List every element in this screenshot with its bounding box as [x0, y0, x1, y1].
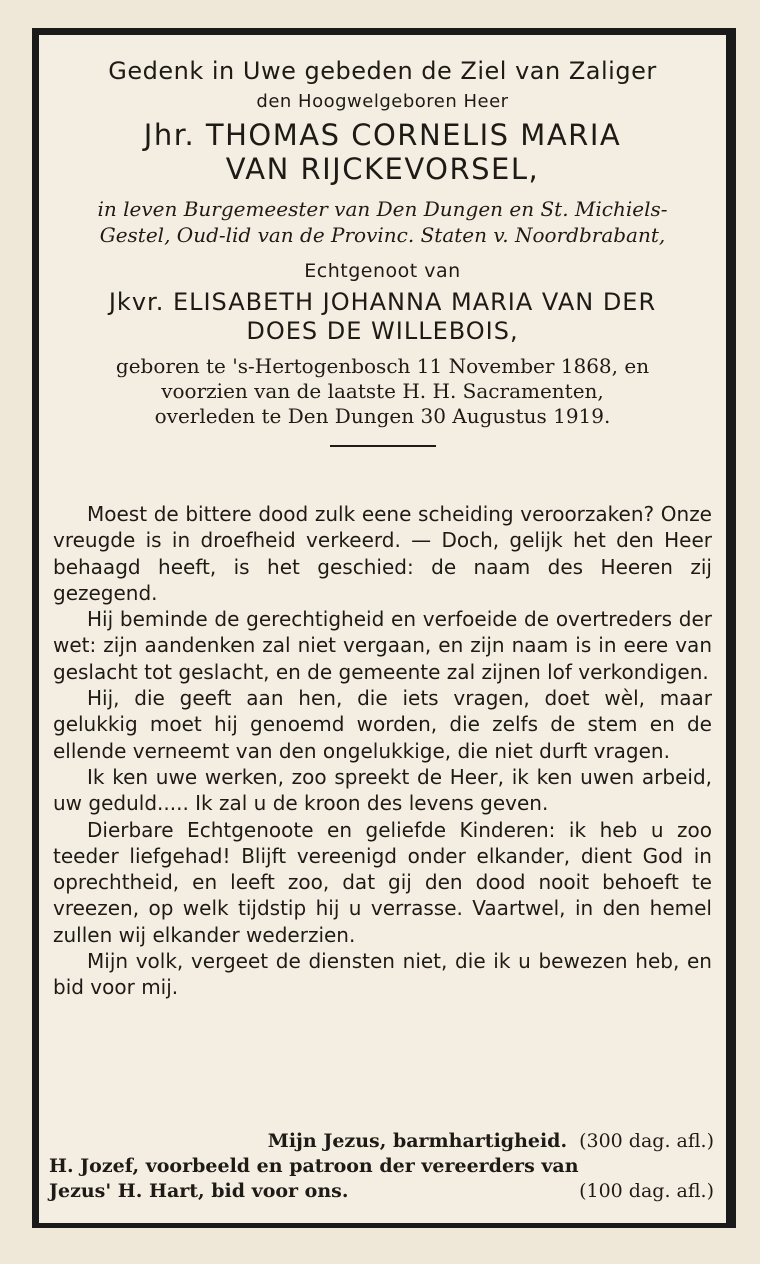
role-line-2: Gestel, Oud-lid van de Provinc. Staten v. Noordbrabant, — [99, 223, 666, 247]
spouse-name — [39, 288, 726, 346]
remembrance-line: Gedenk in Uwe gebeden de Ziel van Zaliger — [108, 57, 657, 85]
memorial-text — [53, 501, 712, 1001]
memorial-card — [32, 28, 736, 1228]
prayer-2-row-2 — [49, 1179, 714, 1204]
prayer-2-text-line-2: Jezus' H. Hart, bid voor ons. — [49, 1180, 349, 1202]
paragraph-1: Moest de bittere dood zulk eene scheiding veroorzaken? Onze vreugde is in droefheid verkeerd. — Doch, gelijk het den Heer behaagd heeft, is het geschied: de naam des Heeren zij gezegend. — [53, 502, 712, 605]
deceased-name-line-2: VAN RIJCKEVORSEL, — [225, 152, 540, 186]
prayer-2-indulgence: (100 dag. afl.) — [579, 1180, 714, 1202]
spouse-name-line-1: Jkvr. ELISABETH JOHANNA MARIA VAN DER — [108, 288, 657, 316]
card-header — [39, 57, 726, 447]
deceased-name — [39, 118, 726, 186]
prayer-1-indulgence: (300 dag. afl.) — [579, 1130, 714, 1152]
sacraments-line: voorzien van de laatste H. H. Sacramenten, — [161, 379, 604, 403]
spouse-name-line-2: DOES DE WILLEBOIS, — [246, 317, 519, 345]
prayer-1 — [49, 1129, 714, 1154]
deceased-role — [49, 196, 716, 248]
paragraph-2: Hij beminde de gerechtigheid en verfoeide de overtreders der wet: zijn aandenken zal niet vergaan, en zijn naam is in eere van geslacht tot geslacht, en de gemeente zal zijnen lof verkondigen. — [53, 607, 712, 684]
divider-rule — [330, 445, 436, 447]
life-dates — [39, 354, 726, 429]
died-line: overleden te Den Dungen 30 Augustus 1919. — [154, 404, 611, 428]
paragraph-6: Mijn volk, vergeet de diensten niet, die ik u bewezen heb, en bid voor mij. — [53, 949, 712, 1000]
role-line-1: in leven Burgemeester van Den Dungen en St. Michiels- — [97, 197, 668, 221]
paragraph-4: Ik ken uwe werken, zoo spreekt de Heer, ik ken uwen arbeid, uw geduld..... Ik zal u de kroon des levens geven. — [53, 764, 712, 816]
paragraph-3: Hij, die geeft aan hen, die iets vragen, doet wèl, maar gelukkig moet hij genoemd worden, die zelfs de stem en de ellende verneemt van den ongelukkige, die niet durft vragen. — [53, 686, 712, 763]
born-line: geboren te 's-Hertogenbosch 11 November 1868, en — [115, 354, 650, 378]
prayer-2-text-line-1: H. Jozef, voorbeeld en patroon der vereerders van — [49, 1155, 579, 1177]
prayer-2-row-1 — [49, 1154, 714, 1179]
prayer-2 — [49, 1154, 714, 1204]
indulgence-prayers — [49, 1129, 714, 1204]
paragraph-5: Dierbare Echtgenoote en geliefde Kinderen: ik heb u zoo teeder liefgehad! Blijft vereenigd onder elkander, dient God in oprechtheid, en leeft zoo, dat gij den dood nooit behoeft te vreezen, op welk tijdstip hij u verrasse. Vaartwel, in den hemel zullen wij elkander wederzien. — [53, 817, 712, 947]
spouse-label: Echtgenoot van — [304, 260, 461, 282]
title-line: den Hoogwelgeboren Heer — [256, 91, 509, 112]
deceased-name-line-1: Jhr. THOMAS CORNELIS MARIA — [143, 118, 622, 152]
prayer-1-text: Mijn Jezus, barmhartigheid. — [267, 1130, 568, 1152]
